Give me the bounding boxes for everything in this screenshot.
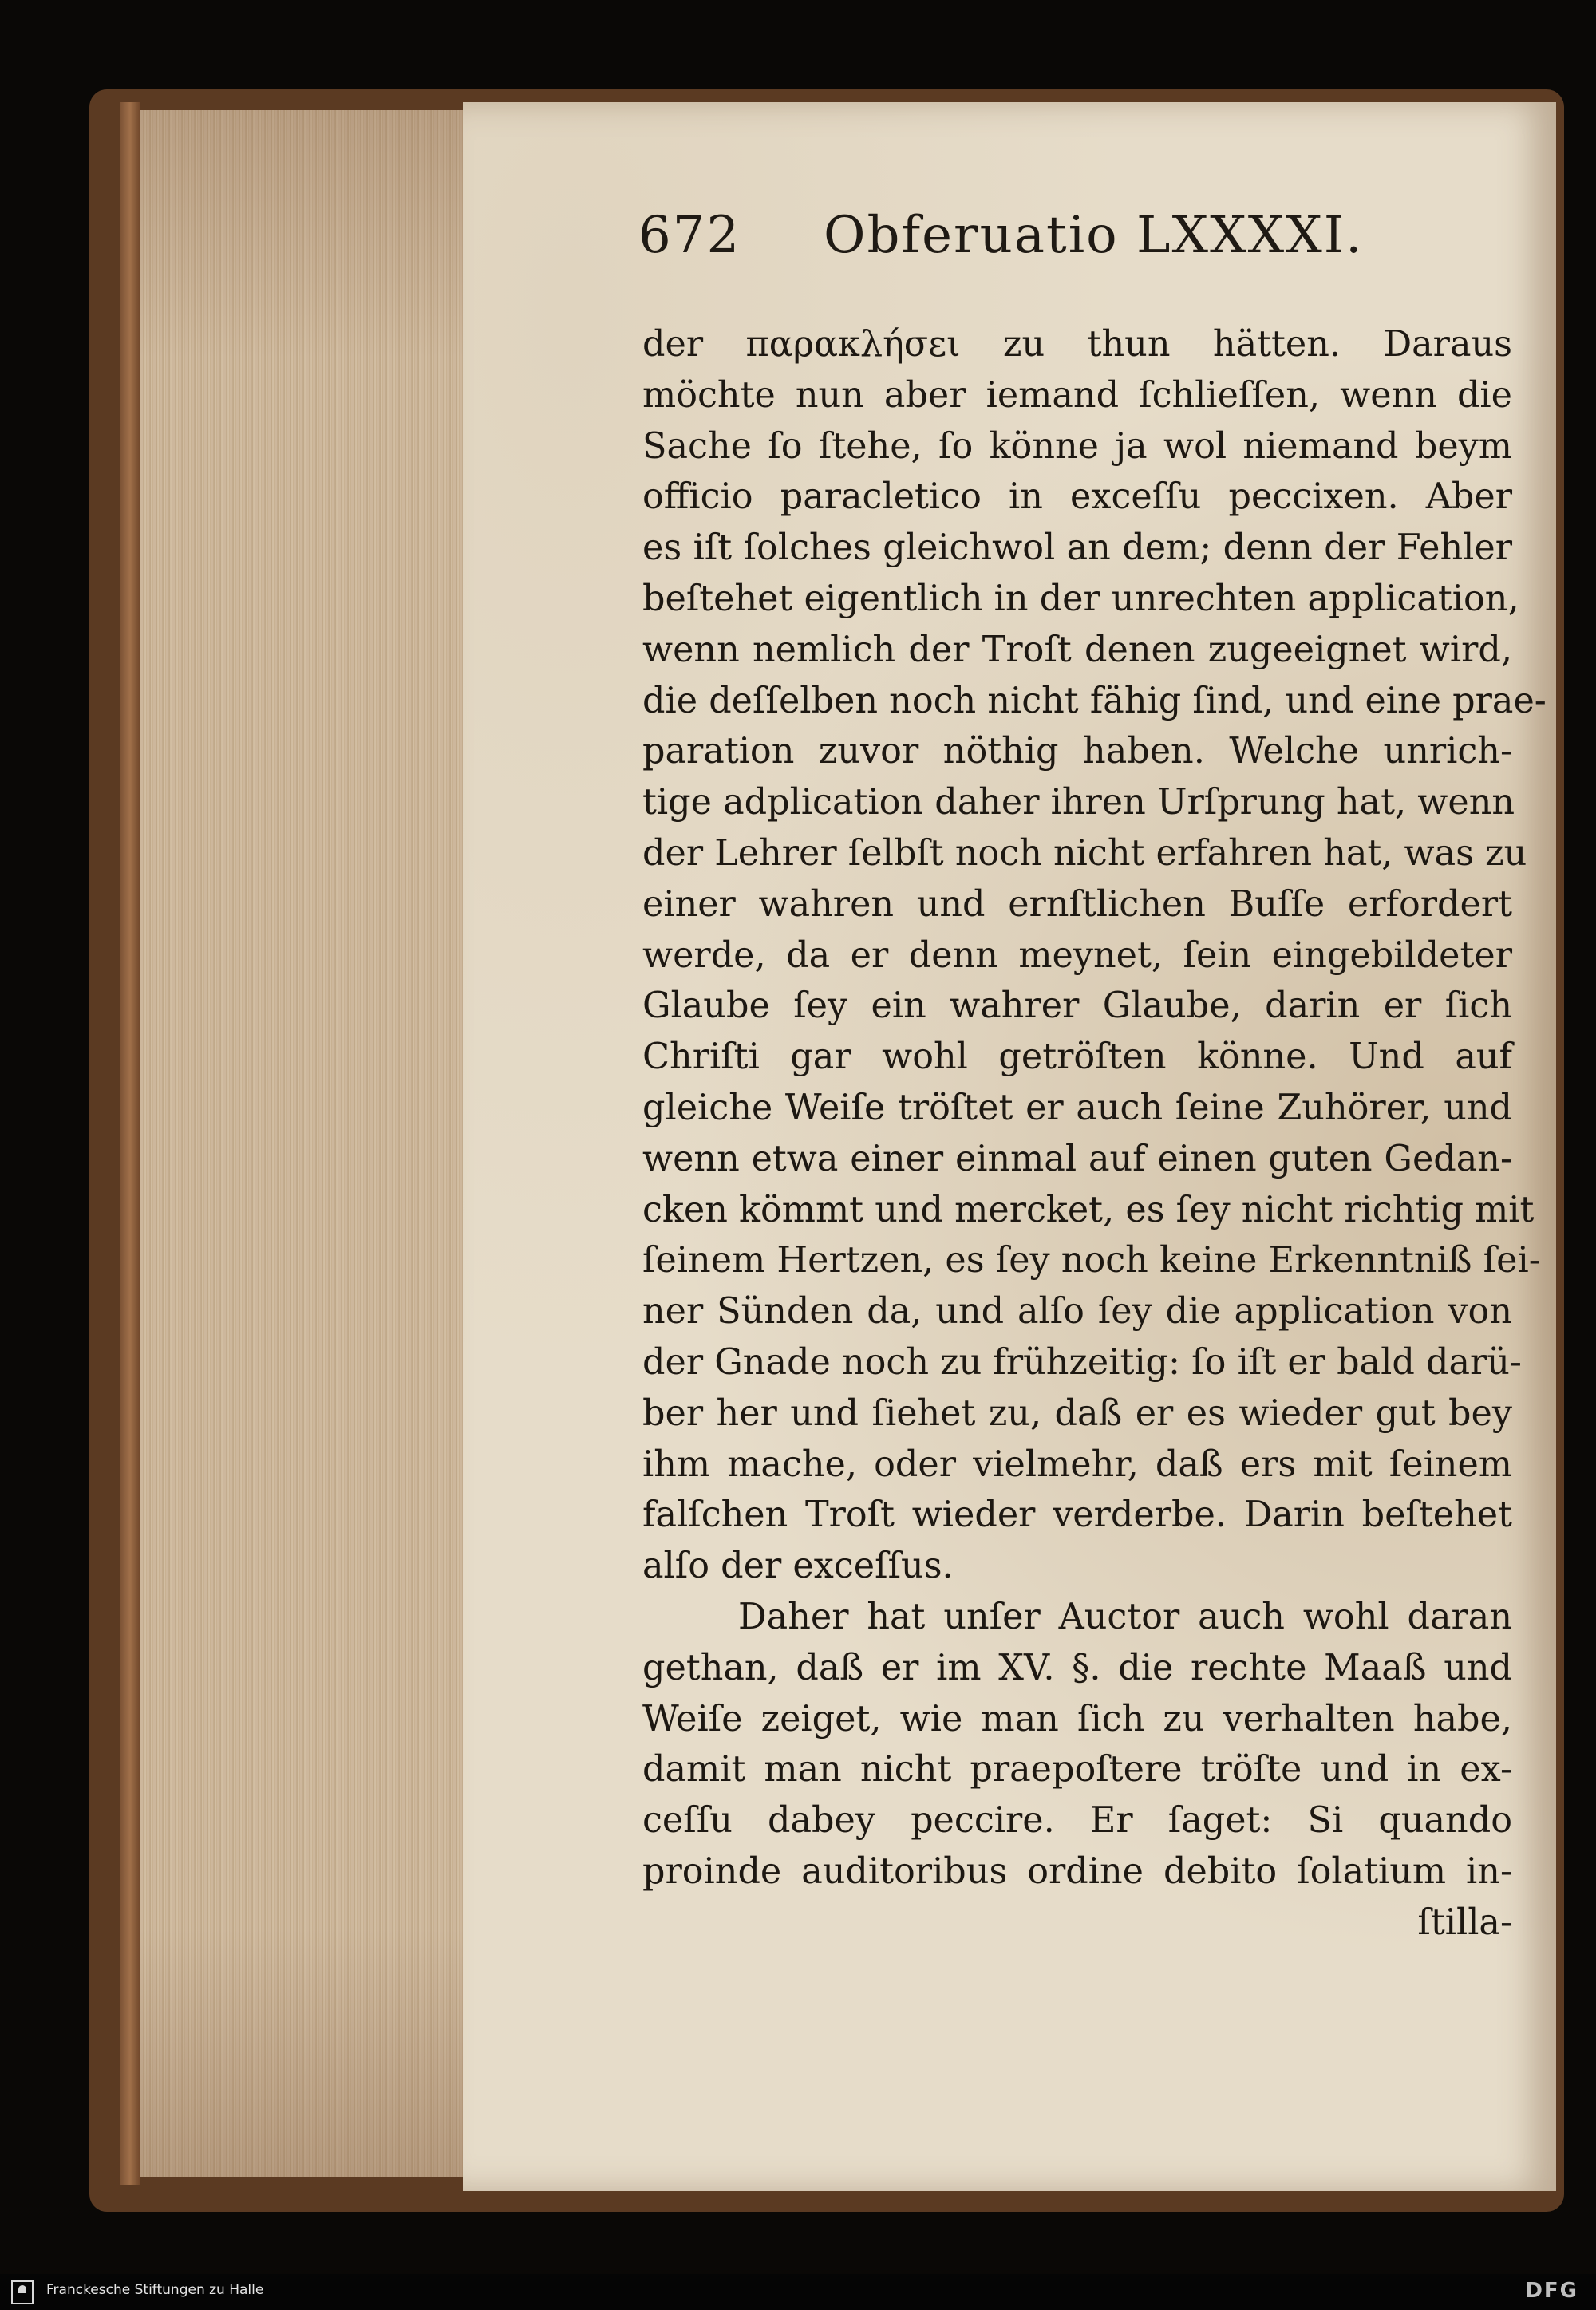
text-line: Glaube ſey ein wahrer Glaube, darin er ſich	[642, 985, 1512, 1027]
text-line: der παρακλήσει zu thun hätten. Daraus	[642, 324, 1512, 365]
catchword: ſtilla-	[1417, 1901, 1512, 1943]
text-line: tige adplication daher ihren Urſprung hat, wenn	[642, 782, 1515, 823]
text-line: der Lehrer ſelbſt noch nicht erfahren hat, was zu	[642, 832, 1527, 874]
book-spine-edge	[120, 102, 140, 2185]
institution-name[interactable]: Franckesche Stiftungen zu Halle	[46, 2282, 264, 2298]
page-number: 672	[638, 206, 741, 265]
text-line: ſeinem Hertzen, es ſey noch keine Erkenntniß ſei-	[642, 1240, 1541, 1281]
text-line: ihm mache, oder vielmehr, daß ers mit ſeinem	[642, 1443, 1512, 1485]
text-line: gleiche Weiſe tröſtet er auch ſeine Zuhörer, und	[642, 1087, 1512, 1128]
text-line: die deſſelben noch nicht fähig ſind, und eine prae-	[642, 680, 1547, 721]
page-stack-edge	[140, 110, 463, 2177]
text-line: Daher hat unſer Auctor auch wohl daran	[738, 1596, 1512, 1637]
text-line: es iſt ſolches gleichwol an dem; denn der Fehler	[642, 527, 1512, 569]
text-line: damit man nicht praepoſtere tröſte und in ex-	[642, 1749, 1512, 1791]
text-line: beſtehet eigentlich in der unrechten application,	[642, 578, 1519, 619]
text-line: cken kömmt und mercket, es ſey nicht richtig mit	[642, 1189, 1535, 1230]
text-line: Sache ſo ſtehe, ſo könne ja wol niemand beym	[642, 425, 1512, 467]
text-line: Weiſe zeiget, wie man ſich zu verhalten habe,	[642, 1698, 1512, 1739]
page-text	[642, 319, 1547, 1949]
text-line: möchte nun aber iemand ſchlieſſen, wenn die	[642, 374, 1512, 416]
text-line: alſo der exceſſus.	[642, 1546, 954, 1587]
viewer-footer	[0, 2274, 1596, 2310]
text-line: wenn nemlich der Troſt denen zugeeignet wird,	[642, 629, 1512, 670]
page-header	[638, 206, 1436, 286]
dfg-logo: DFG	[1525, 2279, 1578, 2303]
text-line: gethan, daß er im XV. §. die rechte Maaß und	[642, 1647, 1512, 1688]
text-line: wenn etwa einer einmal auf einen guten Gedan-	[642, 1138, 1512, 1179]
running-title: Obferuatio LXXXXI.	[824, 206, 1364, 265]
text-line: werde, da er denn meynet, ſein eingebildeter	[642, 934, 1512, 976]
text-line: Chriſti gar wohl getröſten könne. Und auf	[642, 1037, 1512, 1078]
text-line: ner Sünden da, und alſo ſey die application von	[642, 1291, 1512, 1333]
text-line: einer wahren und ernſtlichen Buſſe erfordert	[642, 883, 1512, 925]
text-line: ber her und ſiehet zu, daß er es wieder gut bey	[642, 1392, 1512, 1434]
text-line: paration zuvor nöthig haben. Welche unrich-	[642, 731, 1512, 772]
text-line: ceſſu dabey peccire. Er ſaget: Si quando	[642, 1800, 1512, 1842]
text-line: der Gnade noch zu frühzeitig: ſo iſt er bald darü-	[642, 1341, 1522, 1383]
text-line: officio paracletico in exceſſu peccixen. Aber	[642, 476, 1512, 518]
text-line: proinde auditoribus ordine debito ſolatium in-	[642, 1850, 1512, 1892]
text-line: falſchen Troſt wieder verderbe. Darin beſtehet	[642, 1495, 1512, 1536]
institution-logo-icon	[11, 2280, 34, 2304]
